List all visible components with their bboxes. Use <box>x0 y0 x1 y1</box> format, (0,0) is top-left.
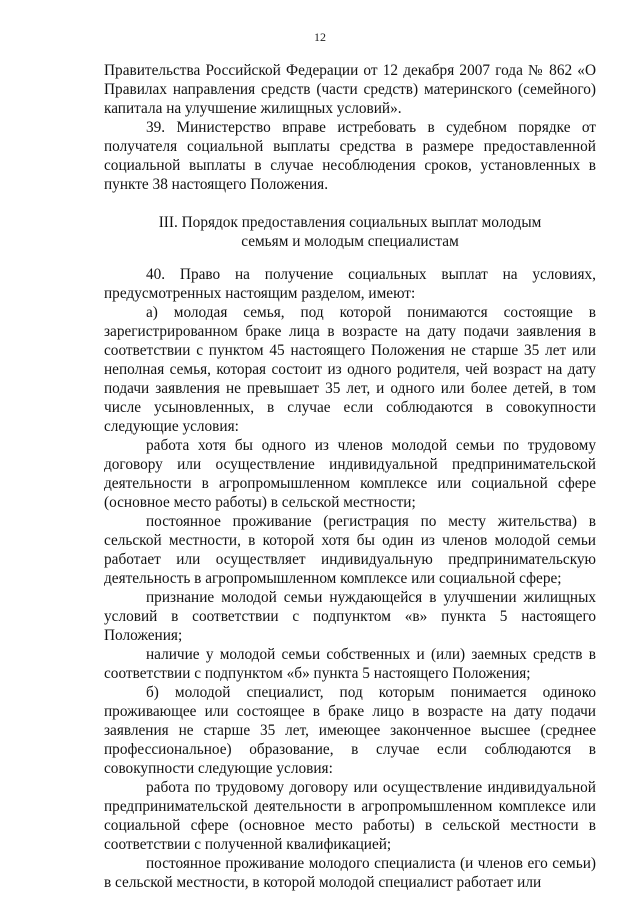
section-heading-line-1: III. Порядок предоставления социальных выплат молодым <box>158 214 542 231</box>
paragraph-specialist-residence: постоянное проживание молодого специалиста (и членов его семьи) в сельской местности, в которой молодой специалист работает или <box>104 855 596 891</box>
document-body <box>104 61 596 892</box>
section-heading <box>104 213 596 251</box>
paragraph-40a: а) молодая семья, под которой понимаются состоящие в зарегистрированном браке лица в возрасте на дату подачи заявления в соответствии с пунктом 45 настоящего Положения не старше 35 лет или неполная семья, которая состоит из одного родителя, чей возраст на дату подачи заявления не превышает 35 лет, и одного или более детей, в том числе усыновленных, в случае если соблюдаются в совокупности следующие условия: <box>104 304 596 435</box>
paragraph-40b: б) молодой специалист, под которым понимается одиноко проживающее или состоящее в браке лицо в возрасте на дату подачи заявления не старше 35 лет, имеющее законченное высшее (среднее профессиональное) образование, в случае если соблюдаются в совокупности следующие условия: <box>104 684 596 777</box>
paragraph-continuation: Правительства Российской Федерации от 12 декабря 2007 года № 862 «О Правилах направления средств (части средств) материнского (семейного) капитала на улучшение жилищных условий». <box>104 62 596 117</box>
paragraph-39: 39. Министерство вправе истребовать в судебном порядке от получателя социальной выплаты средства в размере предоставленной социальной выплаты в случае несоблюдения сроков, установленных в пункте 38 настоящего Положения. <box>104 119 596 193</box>
paragraph-condition-residence: постоянное проживание (регистрация по месту жительства) в сельской местности, в которой хотя бы один из членов молодой семьи работает или осуществляет индивидуальную предпринимательскую деятельность в агропромышленном комплексе или социальной сфере; <box>104 513 596 587</box>
paragraph-specialist-work: работа по трудовому договору или осуществление индивидуальной предпринимательской деятельности в агропромышленном комплексе или социальной сфере (основное место работы) в сельской местности в соответствии с полученной квалификацией; <box>104 779 596 853</box>
paragraph-condition-funds: наличие у молодой семьи собственных и (или) заемных средств в соответствии с подпунктом «б» пункта 5 настоящего Положения; <box>104 646 596 682</box>
paragraph-40: 40. Право на получение социальных выплат на условиях, предусмотренных настоящим разделом, имеют: <box>104 266 596 302</box>
paragraph-condition-work: работа хотя бы одного из членов молодой семьи по трудовому договору или осуществление индивидуальной предпринимательской деятельности в агропромышленном комплексе или социальной сфере (основное место работы) в сельской местности; <box>104 437 596 511</box>
section-heading-line-2: семьям и молодым специалистам <box>241 233 459 250</box>
paragraph-condition-need: признание молодой семьи нуждающейся в улучшении жилищных условий в соответствии с подпунктом «в» пункта 5 настоящего Положения; <box>104 589 596 644</box>
page-number: 12 <box>314 30 326 44</box>
